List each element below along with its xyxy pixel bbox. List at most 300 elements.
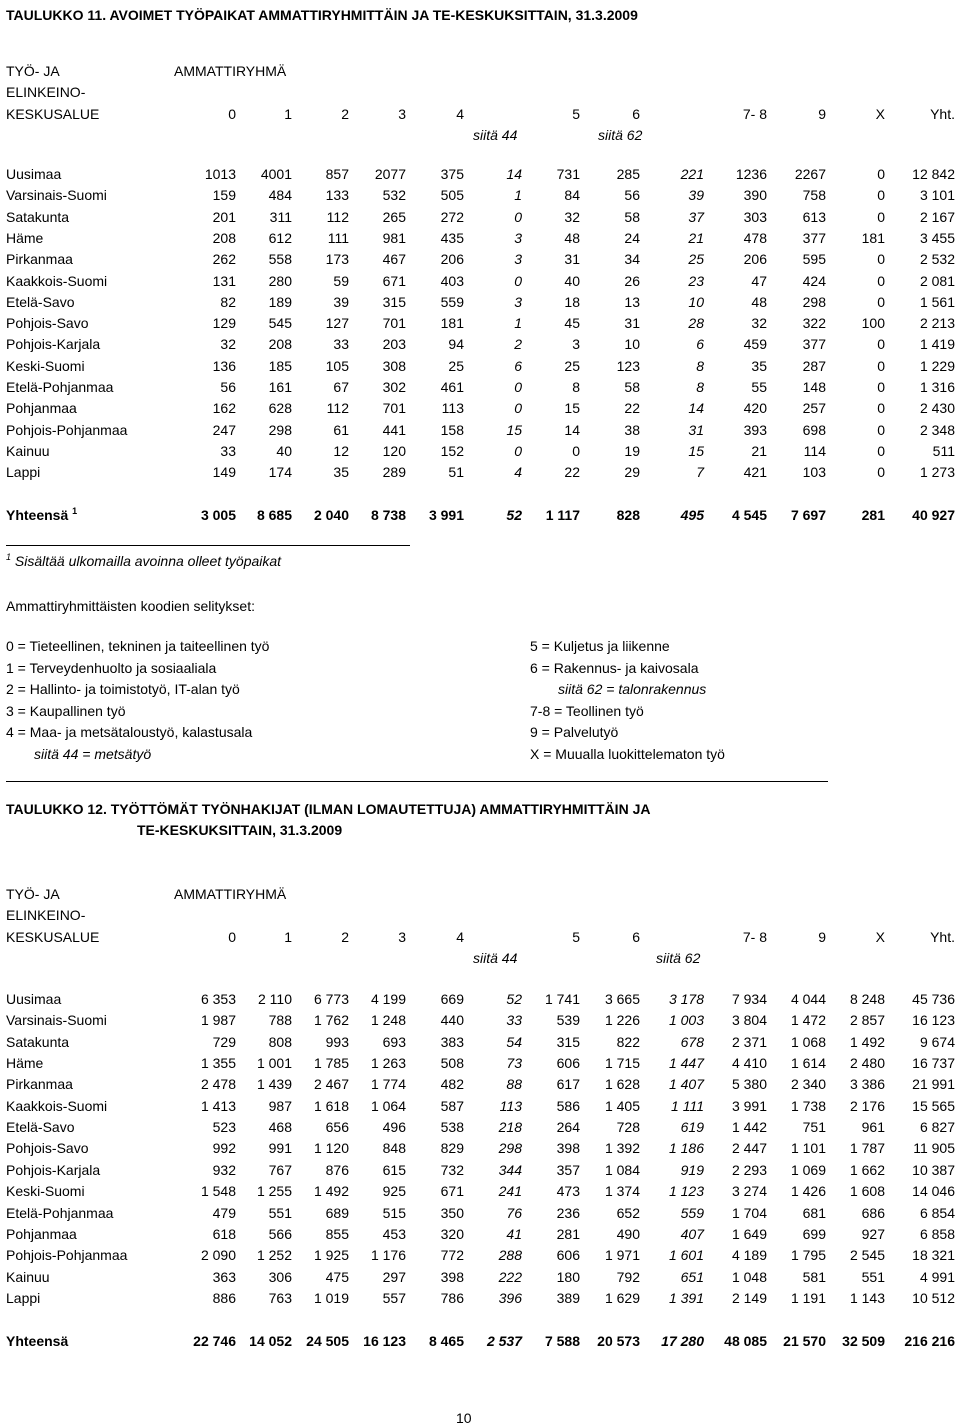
table-cell: 396 xyxy=(498,1289,522,1306)
table-cell: 767 xyxy=(268,1161,292,1178)
table-row xyxy=(0,1225,960,1246)
table-cell: 0 xyxy=(877,357,885,374)
table-cell: 993 xyxy=(325,1033,349,1050)
table-cell: 67 xyxy=(333,379,349,395)
total-cell: 2 040 xyxy=(313,507,349,523)
table-cell: 47 xyxy=(751,272,767,289)
total-cell: 17 280 xyxy=(661,1333,704,1349)
table-cell: 545 xyxy=(268,315,292,332)
table-cell: 4 189 xyxy=(731,1247,767,1264)
table-cell: 112 xyxy=(326,400,349,417)
table-cell: 129 xyxy=(212,315,236,332)
legend-item: 3 = Kaupallinen työ xyxy=(6,702,126,719)
column-header: 4 xyxy=(456,929,464,945)
column-header: 1 xyxy=(284,106,292,122)
table-cell: 612 xyxy=(268,229,292,246)
table-cell: 1 447 xyxy=(668,1055,704,1072)
column-header: 9 xyxy=(818,929,826,945)
table-cell: 18 321 xyxy=(912,1247,955,1264)
table-cell: 28 xyxy=(688,315,704,332)
table-cell: 1 263 xyxy=(370,1055,406,1072)
total-cell: 2 537 xyxy=(486,1333,522,1349)
table-cell: 6 773 xyxy=(313,991,349,1007)
table-row xyxy=(0,1139,960,1160)
table-cell: 377 xyxy=(802,336,826,353)
legend-item: 0 = Tieteellinen, tekninen ja taiteellinen työ xyxy=(6,638,270,654)
table-cell: 306 xyxy=(268,1268,292,1285)
column-header: 0 xyxy=(228,106,236,122)
total-cell: 3 991 xyxy=(428,507,464,523)
table-cell: 508 xyxy=(440,1055,464,1072)
table-cell: 1 xyxy=(514,187,522,204)
table-cell: 1 987 xyxy=(200,1012,236,1029)
legend-item: 9 = Palvelutyö xyxy=(530,724,619,740)
legend-item: 7-8 = Teollinen työ xyxy=(530,702,644,719)
table-cell: 1013 xyxy=(204,166,236,182)
table-cell: 539 xyxy=(556,1012,580,1029)
table12-title-line2: TE-KESKUKSITTAIN, 31.3.2009 xyxy=(137,822,343,838)
table-cell: 1 084 xyxy=(604,1161,640,1178)
total-cell: 281 xyxy=(861,507,885,523)
table-cell: 0 xyxy=(877,187,885,204)
table-cell: 84 xyxy=(564,187,580,204)
table12-header-region-3: KESKUSALUE xyxy=(6,929,100,945)
table-cell: 363 xyxy=(212,1268,236,1285)
table-cell: 4 410 xyxy=(731,1055,767,1072)
table-cell: 732 xyxy=(440,1161,464,1178)
total-cell: 52 xyxy=(506,507,522,523)
table-cell: 281 xyxy=(556,1225,580,1242)
table-cell: 2077 xyxy=(374,166,406,182)
table-cell: 3 xyxy=(572,336,580,353)
table-cell: 8 248 xyxy=(849,991,885,1007)
total-cell: 8 465 xyxy=(428,1333,464,1349)
table-cell: 41 xyxy=(506,1225,522,1242)
table-cell: 1 618 xyxy=(313,1097,349,1114)
table-cell: 1 068 xyxy=(790,1033,826,1050)
table-cell: 131 xyxy=(212,272,236,289)
table-cell: 4001 xyxy=(260,166,292,182)
table-cell: 161 xyxy=(268,379,292,395)
table-cell: 16 737 xyxy=(912,1055,955,1072)
table-cell: 0 xyxy=(877,272,885,289)
table-cell: 0 xyxy=(877,336,885,353)
table-cell: 1 048 xyxy=(731,1268,767,1285)
table-cell: 25 xyxy=(448,357,464,374)
table-cell: 25 xyxy=(688,251,704,268)
table-cell: 729 xyxy=(212,1033,236,1050)
total-cell: 828 xyxy=(616,507,640,523)
table-cell: 2267 xyxy=(794,166,826,182)
table-cell: 8 xyxy=(696,379,704,395)
table-cell: 459 xyxy=(743,336,767,353)
table-cell: 0 xyxy=(877,379,885,395)
total-cell: 8 685 xyxy=(256,507,292,523)
table-cell: 208 xyxy=(268,336,292,353)
table12-header-group: AMMATTIRYHMÄ xyxy=(174,886,287,902)
table-cell: 1 601 xyxy=(668,1247,704,1264)
row-label: Kainuu xyxy=(6,442,50,459)
table-cell: 822 xyxy=(616,1033,640,1050)
table-cell: 181 xyxy=(861,229,885,246)
table-cell: 0 xyxy=(877,251,885,268)
table-cell: 3 274 xyxy=(731,1183,767,1200)
total-row xyxy=(0,506,960,527)
total-cell: 21 570 xyxy=(783,1333,826,1349)
table-cell: 886 xyxy=(212,1289,236,1306)
table-cell: 751 xyxy=(802,1119,826,1136)
total-cell: 20 573 xyxy=(597,1333,640,1349)
table-cell: 32 xyxy=(220,336,236,353)
total-row xyxy=(0,1332,960,1353)
table-row xyxy=(0,1097,960,1118)
table-cell: 1 252 xyxy=(256,1247,292,1264)
table-cell: 14 xyxy=(564,421,580,438)
table-cell: 669 xyxy=(440,991,464,1007)
column-header: 3 xyxy=(398,106,406,122)
table-cell: 1 614 xyxy=(790,1055,826,1072)
table-cell: 23 xyxy=(688,272,704,289)
table-cell: 100 xyxy=(861,315,885,332)
table-cell: 2 480 xyxy=(849,1055,885,1072)
table-cell: 16 123 xyxy=(912,1012,955,1029)
table-cell: 25 xyxy=(564,357,580,374)
table-cell: 38 xyxy=(624,421,640,438)
table-cell: 551 xyxy=(861,1268,885,1285)
table-cell: 2 340 xyxy=(790,1076,826,1093)
table-cell: 1 101 xyxy=(790,1140,826,1157)
table-cell: 2 532 xyxy=(919,251,955,268)
table-row xyxy=(0,463,960,484)
table-cell: 615 xyxy=(382,1161,406,1178)
table-cell: 39 xyxy=(333,293,349,310)
table-row xyxy=(0,1182,960,1203)
total-cell: 4 545 xyxy=(731,507,767,523)
table-row xyxy=(0,165,960,186)
row-label: Uusimaa xyxy=(6,166,62,182)
table-cell: 523 xyxy=(212,1119,236,1136)
table-cell: 1 419 xyxy=(919,336,955,353)
table-cell: 595 xyxy=(802,251,826,268)
table-cell: 1 741 xyxy=(544,991,580,1007)
footnote-marker: 1 xyxy=(72,506,78,516)
table-cell: 1 316 xyxy=(919,379,955,395)
table-cell: 48 xyxy=(751,293,767,310)
table-cell: 4 991 xyxy=(919,1268,955,1285)
table-cell: 991 xyxy=(268,1140,292,1157)
table-cell: 1 405 xyxy=(604,1097,640,1114)
table-cell: 158 xyxy=(440,421,464,438)
table-cell: 159 xyxy=(212,187,236,204)
table-cell: 14 xyxy=(506,166,522,182)
table-cell: 981 xyxy=(382,229,406,246)
table-cell: 698 xyxy=(802,421,826,438)
table-cell: 298 xyxy=(268,421,292,438)
table-cell: 377 xyxy=(802,229,826,246)
column-header: 2 xyxy=(341,929,349,945)
table-cell: 32 xyxy=(751,315,767,332)
table-cell: 149 xyxy=(212,464,236,481)
column-header: 3 xyxy=(398,929,406,945)
table-cell: 808 xyxy=(268,1033,292,1050)
table-cell: 613 xyxy=(802,208,826,225)
row-label: Kaakkois-Suomi xyxy=(6,272,108,289)
table-cell: 103 xyxy=(802,464,826,481)
table-cell: 2 348 xyxy=(919,421,955,438)
table-cell: 0 xyxy=(877,421,885,438)
table-row xyxy=(0,421,960,442)
table-cell: 3 xyxy=(514,229,522,246)
table-cell: 4 xyxy=(514,464,522,481)
table-cell: 558 xyxy=(268,251,292,268)
table-cell: 0 xyxy=(877,208,885,225)
column-header: 5 xyxy=(572,106,580,122)
table-cell: 185 xyxy=(268,357,292,374)
table-cell: 13 xyxy=(624,293,640,310)
table-cell: 699 xyxy=(802,1225,826,1242)
table-cell: 76 xyxy=(506,1204,522,1221)
table-cell: 320 xyxy=(440,1225,464,1242)
table-cell: 559 xyxy=(440,293,464,310)
table-cell: 11 905 xyxy=(913,1140,955,1157)
table-cell: 287 xyxy=(802,357,826,374)
total-cell: 22 746 xyxy=(193,1333,236,1349)
table-cell: 6 xyxy=(696,336,704,353)
total-cell: 495 xyxy=(680,507,704,523)
table-row xyxy=(0,186,960,207)
table-cell: 532 xyxy=(382,187,406,204)
table-cell: 7 xyxy=(696,464,704,481)
table-cell: 280 xyxy=(268,272,292,289)
table-cell: 1 143 xyxy=(849,1289,885,1306)
table-cell: 3 xyxy=(514,293,522,310)
table-cell: 701 xyxy=(382,400,406,417)
table-cell: 461 xyxy=(440,379,464,395)
table-cell: 1 971 xyxy=(604,1247,640,1264)
table-cell: 10 387 xyxy=(912,1161,955,1178)
table-cell: 208 xyxy=(212,229,236,246)
table-cell: 0 xyxy=(514,379,522,395)
table-cell: 1 492 xyxy=(849,1033,885,1050)
total-cell: 40 927 xyxy=(912,507,955,523)
table-cell: 174 xyxy=(268,464,292,481)
total-cell: 7 588 xyxy=(544,1333,580,1349)
table-cell: 264 xyxy=(556,1119,580,1136)
total-cell: 16 123 xyxy=(363,1333,406,1349)
table-row xyxy=(0,1075,960,1096)
table-cell: 453 xyxy=(382,1225,406,1242)
table-cell: 3 804 xyxy=(731,1012,767,1029)
table-cell: 88 xyxy=(506,1076,522,1093)
legend-item: X = Muualla luokittelematon työ xyxy=(530,745,725,762)
table-cell: 1 273 xyxy=(919,464,955,481)
table-cell: 1 123 xyxy=(668,1183,704,1200)
legend-item: 6 = Rakennus- ja kaivosala xyxy=(530,659,699,676)
table-cell: 6 858 xyxy=(919,1225,955,1242)
table-cell: 1 426 xyxy=(790,1183,826,1200)
table-cell: 181 xyxy=(440,315,464,332)
table-cell: 21 xyxy=(688,229,704,246)
table-cell: 173 xyxy=(325,251,349,268)
table-cell: 289 xyxy=(382,464,406,481)
table-cell: 15 xyxy=(564,400,580,417)
table-cell: 285 xyxy=(616,166,640,182)
table-cell: 18 xyxy=(564,293,580,310)
table-cell: 61 xyxy=(333,421,349,438)
table-cell: 421 xyxy=(743,464,767,481)
table-cell: 40 xyxy=(276,442,292,459)
row-label: Pirkanmaa xyxy=(6,1076,73,1093)
table-cell: 656 xyxy=(325,1119,349,1136)
table-cell: 1 391 xyxy=(668,1289,704,1306)
table-cell: 1 407 xyxy=(668,1076,704,1093)
table-cell: 1 492 xyxy=(313,1183,349,1200)
table-cell: 2 110 xyxy=(258,991,292,1007)
table-cell: 350 xyxy=(440,1204,464,1221)
table-cell: 189 xyxy=(268,293,292,310)
table-cell: 2 447 xyxy=(731,1140,767,1157)
table-cell: 559 xyxy=(680,1204,704,1221)
table-cell: 15 xyxy=(506,421,522,438)
table-cell: 45 xyxy=(564,315,580,332)
table-cell: 728 xyxy=(616,1119,640,1136)
column-header: X xyxy=(875,106,885,122)
table11-column-headers xyxy=(0,105,960,126)
table-cell: 3 101 xyxy=(919,187,955,204)
table-cell: 113 xyxy=(499,1097,522,1114)
table-cell: 586 xyxy=(556,1097,580,1114)
total-cell: 8 738 xyxy=(370,507,406,523)
table11-header-region-1: TYÖ- JA xyxy=(6,63,60,79)
table-cell: 0 xyxy=(514,208,522,225)
table-cell: 393 xyxy=(743,421,767,438)
table-cell: 203 xyxy=(382,336,406,353)
table-cell: 0 xyxy=(514,442,522,459)
section-divider xyxy=(6,781,828,782)
table-cell: 302 xyxy=(382,379,406,395)
table-cell: 1 738 xyxy=(790,1097,826,1114)
row-label: Varsinais-Suomi xyxy=(6,1012,107,1029)
row-label: Pohjois-Pohjanmaa xyxy=(6,1247,128,1264)
table-cell: 2 167 xyxy=(919,208,955,225)
table-row xyxy=(0,314,960,335)
table-cell: 490 xyxy=(616,1225,640,1242)
table-cell: 792 xyxy=(616,1268,640,1285)
table-cell: 0 xyxy=(514,400,522,417)
table-cell: 1 191 xyxy=(790,1289,826,1306)
table-cell: 1 069 xyxy=(790,1161,826,1178)
table12-header-region-1: TYÖ- JA xyxy=(6,886,60,902)
table-row xyxy=(0,1289,960,1310)
table-cell: 919 xyxy=(680,1161,704,1178)
table-cell: 136 xyxy=(212,357,236,374)
table-cell: 1 704 xyxy=(731,1204,767,1221)
table-cell: 511 xyxy=(932,442,955,459)
table-cell: 1 472 xyxy=(790,1012,826,1029)
table-row xyxy=(0,378,960,399)
legend-item: siitä 62 = talonrakennus xyxy=(558,681,707,697)
table-cell: 6 353 xyxy=(200,991,236,1007)
total-cell: 14 052 xyxy=(249,1333,292,1349)
table-cell: 73 xyxy=(506,1055,522,1072)
table-cell: 10 xyxy=(624,336,640,353)
table12-sub-header-62: siitä 62 xyxy=(656,950,701,966)
table-cell: 652 xyxy=(616,1204,640,1221)
table-cell: 15 565 xyxy=(912,1097,955,1114)
table-cell: 2 293 xyxy=(731,1161,767,1178)
table-cell: 2 430 xyxy=(919,400,955,417)
table-cell: 322 xyxy=(802,315,826,332)
table-cell: 3 386 xyxy=(849,1076,885,1093)
row-label: Pohjanmaa xyxy=(6,400,77,417)
table-cell: 22 xyxy=(624,400,640,417)
table-cell: 59 xyxy=(333,272,349,289)
table-cell: 505 xyxy=(440,187,464,204)
table-cell: 2 545 xyxy=(849,1247,885,1264)
table-cell: 0 xyxy=(877,166,885,182)
table-cell: 48 xyxy=(564,229,580,246)
table-cell: 0 xyxy=(877,464,885,481)
table-cell: 1 355 xyxy=(200,1055,236,1072)
table-row xyxy=(0,335,960,356)
total-cell: 48 085 xyxy=(724,1333,767,1349)
table-cell: 2 213 xyxy=(919,315,955,332)
table-cell: 1 186 xyxy=(668,1140,704,1157)
table-cell: 40 xyxy=(564,272,580,289)
table-cell: 10 xyxy=(688,293,704,310)
table-cell: 113 xyxy=(441,400,464,417)
table-row xyxy=(0,357,960,378)
table-cell: 848 xyxy=(382,1140,406,1157)
row-label: Keski-Suomi xyxy=(6,1183,85,1200)
table-cell: 3 991 xyxy=(731,1097,767,1114)
table-cell: 987 xyxy=(268,1097,292,1114)
table-cell: 33 xyxy=(220,442,236,459)
table-cell: 681 xyxy=(802,1204,826,1221)
table-cell: 2 149 xyxy=(731,1289,767,1306)
row-label: Varsinais-Suomi xyxy=(6,187,107,204)
table-cell: 551 xyxy=(268,1204,292,1221)
table-cell: 398 xyxy=(556,1140,580,1157)
table-cell: 651 xyxy=(680,1268,704,1285)
table-cell: 315 xyxy=(382,293,406,310)
table-cell: 961 xyxy=(861,1119,885,1136)
table-cell: 538 xyxy=(440,1119,464,1136)
table-cell: 127 xyxy=(325,315,349,332)
table-cell: 3 178 xyxy=(668,991,704,1007)
row-label: Keski-Suomi xyxy=(6,357,85,374)
table-cell: 297 xyxy=(382,1268,406,1285)
table-cell: 0 xyxy=(514,272,522,289)
table-cell: 14 xyxy=(688,400,704,417)
column-header: Yht. xyxy=(930,106,955,122)
table-cell: 1 374 xyxy=(604,1183,640,1200)
column-header: 7- 8 xyxy=(742,929,767,945)
table-cell: 34 xyxy=(624,251,640,268)
table-cell: 992 xyxy=(212,1140,236,1157)
table-cell: 111 xyxy=(327,229,349,246)
table-cell: 206 xyxy=(440,251,464,268)
table-cell: 1 176 xyxy=(370,1247,406,1264)
table-row xyxy=(0,250,960,271)
table-cell: 1 662 xyxy=(849,1161,885,1178)
row-label: Uusimaa xyxy=(6,991,62,1007)
table-cell: 473 xyxy=(556,1183,580,1200)
table-cell: 114 xyxy=(803,442,826,459)
table-cell: 58 xyxy=(624,379,640,395)
table-cell: 1 561 xyxy=(919,293,955,310)
table-cell: 24 xyxy=(624,229,640,246)
